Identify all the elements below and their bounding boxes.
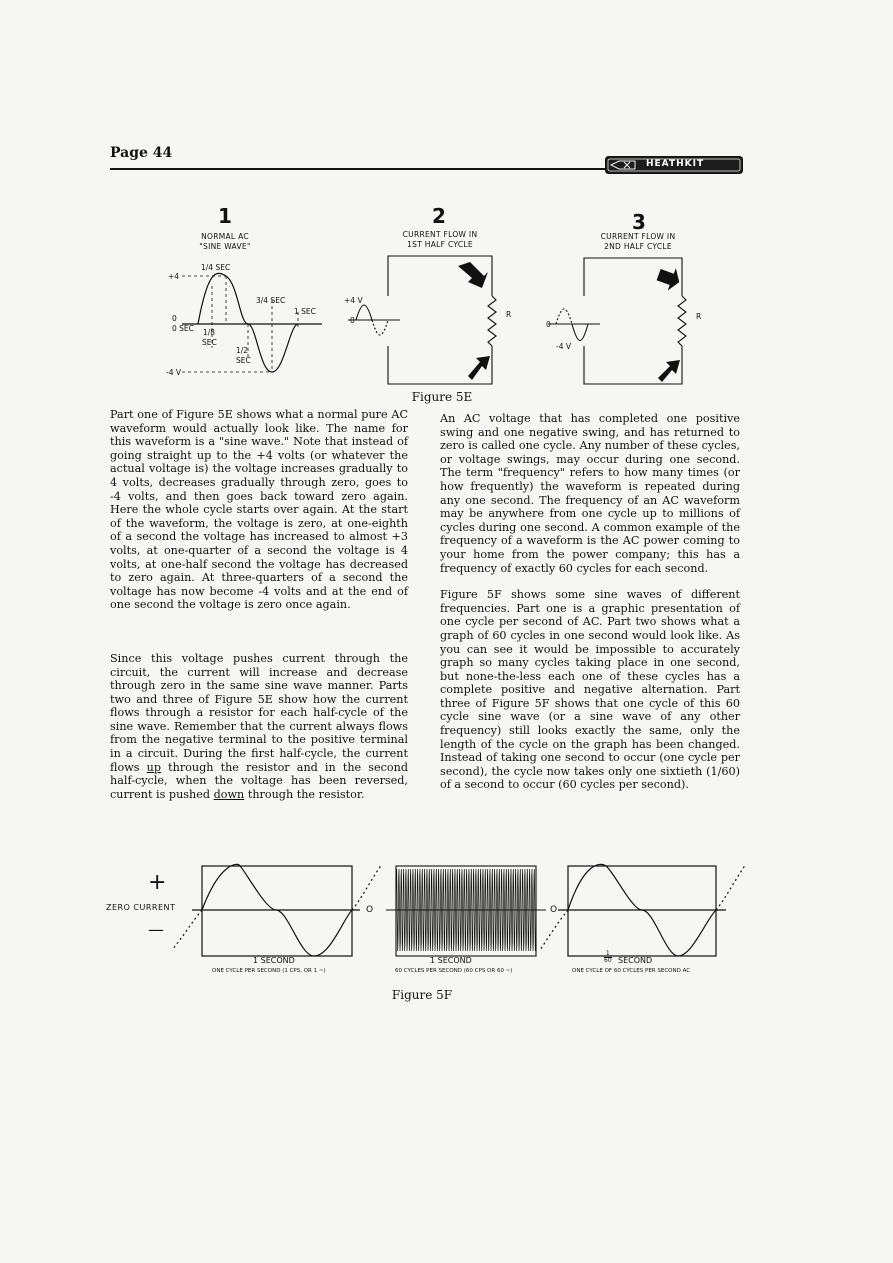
left-p2-up: up — [146, 760, 162, 774]
part1-label-eighth-sec: SEC — [202, 338, 217, 347]
panel1-wave-continue — [352, 864, 382, 910]
figure-5f-zero-current: ZERO CURRENT — [106, 903, 176, 912]
panel3-frac-num: 1 — [605, 950, 610, 957]
part2-arrows — [458, 262, 490, 380]
part3-title-line1: CURRENT FLOW IN — [600, 232, 676, 241]
part3-resistor — [678, 296, 686, 346]
left-p2-part-b: through the resistor and in the second half-cycle, when the voltage has been reversed, current is pushed — [110, 760, 408, 801]
panel3-note: ONE CYCLE OF 60 CYCLES PER SECOND AC — [572, 968, 691, 974]
panel1-span-label: 1 SECOND — [253, 956, 295, 965]
part1-label-three-quarter: 3/4 SEC — [256, 296, 286, 305]
part2-label-pos: +4 V — [344, 296, 363, 305]
left-paragraph-2 — [110, 652, 408, 802]
figure-5e-part2-title — [380, 230, 500, 250]
figure-5e — [150, 200, 750, 400]
part2-title-line2: 1ST HALF CYCLE — [407, 240, 473, 249]
heathkit-logo — [605, 156, 743, 174]
figure-5f-caption: Figure 5F — [391, 988, 453, 1002]
part1-label-quarter: 1/4 SEC — [201, 263, 231, 272]
page-header — [110, 144, 743, 174]
figure-5f-plus: + — [148, 870, 167, 895]
figure-5f-panel-1 — [172, 864, 382, 956]
part3-label-zero: 0 — [546, 320, 551, 329]
part3-arrow-bottom — [658, 360, 680, 382]
part2-resistor — [488, 296, 496, 346]
part2-arrow-top — [458, 262, 488, 288]
left-paragraph-1: Part one of Figure 5E shows what a normal pure AC waveform would actually look like. The name for this waveform is a "sine wave." Note that instead of going straight up to the +4 volts (or whatever the actual voltage is) the voltage increases gradually to 4 volts, decreases gradually through zero, goes to -4 volts, and then goes back toward zero again. Here the whole cycle starts over again. At the start of the waveform, the voltage is zero, at one-eighth of a second the voltage has increased to almost +3 volts, at one-quarter of a second the voltage is 4 volts, at one-half second the voltage has decreased to zero again. At three-quarters of a second the voltage has now become -4 volts and at the end of one second the voltage is zero once again. — [110, 408, 408, 612]
left-p2-part-a: Since this voltage pushes current through the circuit, the current will increase and decrease through zero in the same sine wave manner. Parts two and three of Figure 5E show how the current flows through a resistor for each half-cycle of the sine wave. Remember that the current always flows from the negative terminal to the positive terminal in a circuit. During the first half-cycle, the current flows — [110, 651, 408, 774]
part1-label-eighth: 1/8 — [203, 328, 216, 337]
part1-label-neg: -4 V — [166, 368, 181, 377]
panel1-note: ONE CYCLE PER SECOND (1 CPS, OR 1 ~) — [212, 968, 326, 974]
left-p2-part-c: through the resistor. — [244, 787, 365, 801]
part3-title-line2: 2ND HALF CYCLE — [604, 242, 672, 251]
part2-label-resistor: R — [506, 310, 512, 319]
part1-title-line2: "SINE WAVE" — [199, 242, 251, 251]
left-column — [110, 408, 408, 801]
part3-arrows — [654, 263, 683, 382]
figure-5f-zero-2: O — [550, 905, 558, 915]
figure-5e-part3-title — [578, 232, 698, 252]
brand-label: HEATHKIT — [646, 159, 705, 169]
part3-label-resistor: R — [696, 312, 702, 321]
part1-sine-wave — [182, 273, 322, 372]
right-paragraph-1: An AC voltage that has completed one positive swing and one negative swing, and has returned to zero is called one cycle. Any number of these cycles, or voltage swings, may occur during one second. The term "frequency" refers to how many times (or how frequently) the waveform is repeated during any one second. The frequency of an AC waveform may be anywhere from one cycle up to millions of cycles during one second. A common example of the frequency of a waveform is the AC power coming to your home from the power company; this has a frequency of exactly 60 cycles for each second. — [440, 412, 740, 575]
panel3-span-label: SECOND — [618, 956, 653, 965]
figure-5f-drawing — [100, 858, 760, 958]
figure-5e-part3-number: 3 — [632, 210, 646, 234]
panel2-note: 60 CYCLES PER SECOND (60 CPS OR 60 ~) — [395, 968, 513, 974]
figure-5e-part2-number: 2 — [432, 204, 446, 228]
part2-label-zero: 0 — [350, 316, 355, 325]
figure-5f-minus: — — [148, 920, 164, 939]
figure-5f-panel-3 — [540, 864, 746, 956]
part1-title-line1: NORMAL AC — [201, 232, 249, 241]
part1-label-one: 1 SEC — [294, 307, 316, 316]
page-number: Page 44 — [110, 145, 173, 161]
part1-label-pos: +4 — [168, 272, 180, 281]
panel3-fraction — [604, 951, 612, 964]
left-p2-down: down — [213, 787, 245, 801]
right-paragraph-2: Figure 5F shows some sine waves of different frequencies. Part one is a graphic presentation of one cycle per second of AC. Part two shows what a graph of 60 cycles in one second would look like. As you can see it would be impossible to accurately graph so many cycles taking place in one second, but none-the-less each one of these cycles has a complete positive and negative alternation. Part three of Figure 5F shows that one cycle of this 60 cycle sine wave (or a sine wave of any other frequency) still looks exactly the same, only the length of the cycle on the graph has been changed. Instead of taking one second to occur (one cycle per second), the cycle now takes only one sixtieth (1/60) of a second to occur (60 cycles per second). — [440, 588, 740, 792]
part1-label-zero-sec: 0 SEC — [172, 324, 194, 333]
part1-label-half-sec: SEC — [236, 356, 251, 365]
panel2-dense-wave — [396, 869, 536, 951]
part3-arrow-top — [654, 263, 683, 293]
part3-label-neg: -4 V — [556, 342, 571, 351]
right-column — [440, 412, 740, 792]
figure-5f-zero-1: O — [366, 905, 374, 915]
panel2-span-label: 1 SECOND — [430, 956, 472, 965]
part2-title-line1: CURRENT FLOW IN — [402, 230, 478, 239]
part1-label-zero: 0 — [172, 314, 177, 323]
figure-5e-part1-number: 1 — [218, 204, 232, 228]
part1-label-half: 1/2 — [236, 346, 249, 355]
figure-5e-caption: Figure 5E — [411, 390, 473, 404]
figure-5f-panel-2 — [386, 866, 546, 956]
part2-arrow-bottom — [468, 356, 490, 380]
panel3-frac-den: 60 — [604, 957, 612, 964]
